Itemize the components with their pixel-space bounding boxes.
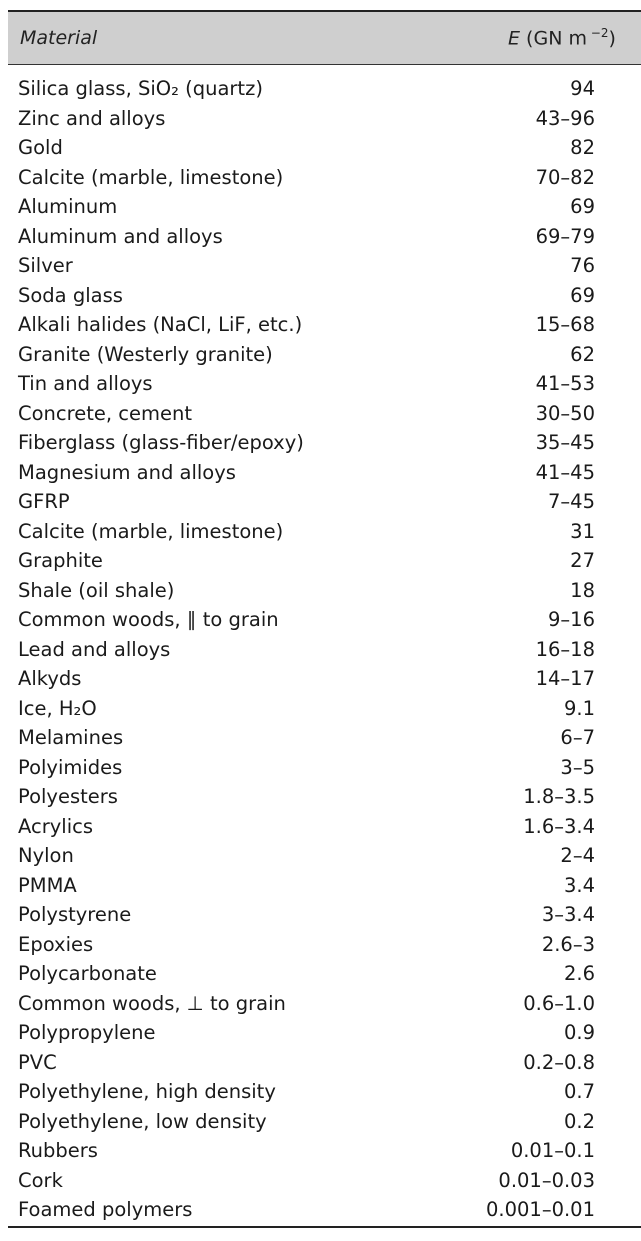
header-e-units: (GN m xyxy=(520,27,587,50)
modulus-cell: 3–5 xyxy=(560,755,595,779)
table-row xyxy=(18,428,641,458)
header-material: Material xyxy=(20,27,98,49)
modulus-cell: 0.9 xyxy=(563,1021,595,1044)
modulus-cell: 69 xyxy=(570,283,595,307)
material-cell: Fiberglass (glass-fiber/epoxy) xyxy=(18,431,304,454)
table-header xyxy=(8,12,641,64)
table-row xyxy=(18,1195,641,1225)
material-cell: PMMA xyxy=(18,873,77,897)
material-cell: Alkali halides (NaCl, LiF, etc.) xyxy=(18,313,303,336)
material-cell: Gold xyxy=(18,136,63,159)
table-row xyxy=(18,546,641,576)
material-cell: Cork xyxy=(18,1168,63,1192)
table-row xyxy=(18,1136,641,1166)
table-row xyxy=(18,281,641,311)
material-cell: Common woods, ⊥ to grain xyxy=(18,991,286,1015)
material-cell: Melamines xyxy=(18,726,124,749)
material-cell: Graphite xyxy=(18,549,103,572)
material-cell: Calcite (marble, limestone) xyxy=(18,519,284,543)
modulus-cell: 82 xyxy=(570,136,595,159)
modulus-cell: 31 xyxy=(570,519,595,543)
table-row xyxy=(18,753,641,783)
modulus-cell: 3–3.4 xyxy=(541,903,595,926)
modulus-cell: 7–45 xyxy=(548,490,595,513)
material-cell: Granite (Westerly granite) xyxy=(18,342,273,366)
table-row xyxy=(18,930,641,960)
modulus-cell: 0.01–0.03 xyxy=(498,1168,595,1192)
table-row xyxy=(18,104,641,134)
modulus-cell: 0.01–0.1 xyxy=(510,1139,595,1162)
modulus-cell: 2.6–3 xyxy=(541,932,595,956)
table-row xyxy=(18,399,641,429)
material-cell: Soda glass xyxy=(18,283,123,307)
header-e-exponent: −2 xyxy=(586,26,609,40)
material-cell: Concrete, cement xyxy=(18,401,192,425)
modulus-cell: 0.2 xyxy=(563,1109,595,1133)
table-row xyxy=(18,251,641,281)
material-cell: Polyethylene, low density xyxy=(18,1109,267,1133)
material-cell: Shale (oil shale) xyxy=(18,578,175,602)
material-cell: Acrylics xyxy=(18,814,93,838)
table-row xyxy=(18,959,641,989)
table-row xyxy=(18,1166,641,1196)
table-body xyxy=(18,74,641,1225)
table-row xyxy=(18,989,641,1019)
table-row xyxy=(18,369,641,399)
modulus-cell: 70–82 xyxy=(535,165,595,189)
table-row xyxy=(18,1018,641,1048)
modulus-cell: 76 xyxy=(570,254,595,277)
table-bottom-rule xyxy=(8,1226,641,1228)
modulus-cell: 94 xyxy=(570,77,595,100)
table-row xyxy=(18,1107,641,1137)
modulus-cell: 2–4 xyxy=(560,844,595,867)
material-cell: Magnesium and alloys xyxy=(18,460,236,484)
modulus-cell: 69–79 xyxy=(535,224,595,248)
material-cell: GFRP xyxy=(18,490,70,513)
modulus-cell: 9.1 xyxy=(563,696,595,720)
modulus-cell: 0.2–0.8 xyxy=(523,1050,595,1074)
table-row xyxy=(18,222,641,252)
header-e-close: ) xyxy=(608,27,616,50)
table-row xyxy=(18,163,641,193)
material-cell: Nylon xyxy=(18,844,74,867)
modulus-cell: 1.8–3.5 xyxy=(523,785,595,808)
material-cell: Polystyrene xyxy=(18,903,132,926)
table-row xyxy=(18,133,641,163)
table-row xyxy=(18,517,641,547)
table-row xyxy=(18,694,641,724)
modulus-cell: 1.6–3.4 xyxy=(523,814,595,838)
material-cell: Polycarbonate xyxy=(18,962,157,985)
table-row xyxy=(18,1048,641,1078)
table-row xyxy=(18,871,641,901)
material-cell: Epoxies xyxy=(18,932,94,956)
modulus-cell: 69 xyxy=(570,195,595,218)
material-cell: Polyimides xyxy=(18,755,123,779)
modulus-cell: 18 xyxy=(570,578,595,602)
table-row xyxy=(18,576,641,606)
table-row xyxy=(18,192,641,222)
modulus-cell: 0.7 xyxy=(563,1080,595,1103)
modulus-cell: 16–18 xyxy=(535,637,595,661)
modulus-cell: 41–45 xyxy=(535,460,595,484)
material-cell: PVC xyxy=(18,1050,57,1074)
table-row xyxy=(18,458,641,488)
material-cell: Polypropylene xyxy=(18,1021,156,1044)
material-cell: Common woods, ∥ to grain xyxy=(18,608,279,631)
modulus-cell: 15–68 xyxy=(535,313,595,336)
table-row xyxy=(18,487,641,517)
material-cell: Tin and alloys xyxy=(18,372,153,395)
modulus-cell: 0.6–1.0 xyxy=(523,991,595,1015)
modulus-cell: 2.6 xyxy=(563,962,595,985)
material-cell: Zinc and alloys xyxy=(18,106,166,130)
modulus-cell: 14–17 xyxy=(535,667,595,690)
material-cell: Rubbers xyxy=(18,1139,98,1162)
header-youngs-modulus xyxy=(508,26,616,49)
table-row xyxy=(18,900,641,930)
table-row xyxy=(18,605,641,635)
modulus-cell: 35–45 xyxy=(535,431,595,454)
modulus-cell: 27 xyxy=(570,549,595,572)
material-cell: Aluminum xyxy=(18,195,118,218)
modulus-cell: 6–7 xyxy=(560,726,595,749)
table-row xyxy=(18,841,641,871)
material-cell: Ice, H₂O xyxy=(18,696,97,720)
material-cell: Alkyds xyxy=(18,667,82,690)
material-cell: Polyethylene, high density xyxy=(18,1080,276,1103)
table-header-rule xyxy=(8,64,641,65)
header-e-symbol: E xyxy=(508,27,521,50)
table-row xyxy=(18,782,641,812)
modulus-cell: 9–16 xyxy=(548,608,595,631)
table-row xyxy=(18,74,641,104)
modulus-cell: 41–53 xyxy=(535,372,595,395)
modulus-cell: 0.001–0.01 xyxy=(486,1198,595,1221)
table-row xyxy=(18,664,641,694)
table-row xyxy=(18,310,641,340)
material-cell: Foamed polymers xyxy=(18,1198,193,1221)
material-cell: Silica glass, SiO₂ (quartz) xyxy=(18,77,263,100)
table-row xyxy=(18,812,641,842)
material-cell: Silver xyxy=(18,254,73,277)
table-row xyxy=(18,635,641,665)
modulus-cell: 30–50 xyxy=(535,401,595,425)
table-row xyxy=(18,723,641,753)
material-cell: Polyesters xyxy=(18,785,118,808)
table-row xyxy=(18,340,641,370)
modulus-cell: 43–96 xyxy=(535,106,595,130)
modulus-cell: 62 xyxy=(570,342,595,366)
table-row xyxy=(18,1077,641,1107)
material-cell: Lead and alloys xyxy=(18,637,171,661)
modulus-cell: 3.4 xyxy=(563,873,595,897)
material-cell: Calcite (marble, limestone) xyxy=(18,165,284,189)
material-cell: Aluminum and alloys xyxy=(18,224,223,248)
